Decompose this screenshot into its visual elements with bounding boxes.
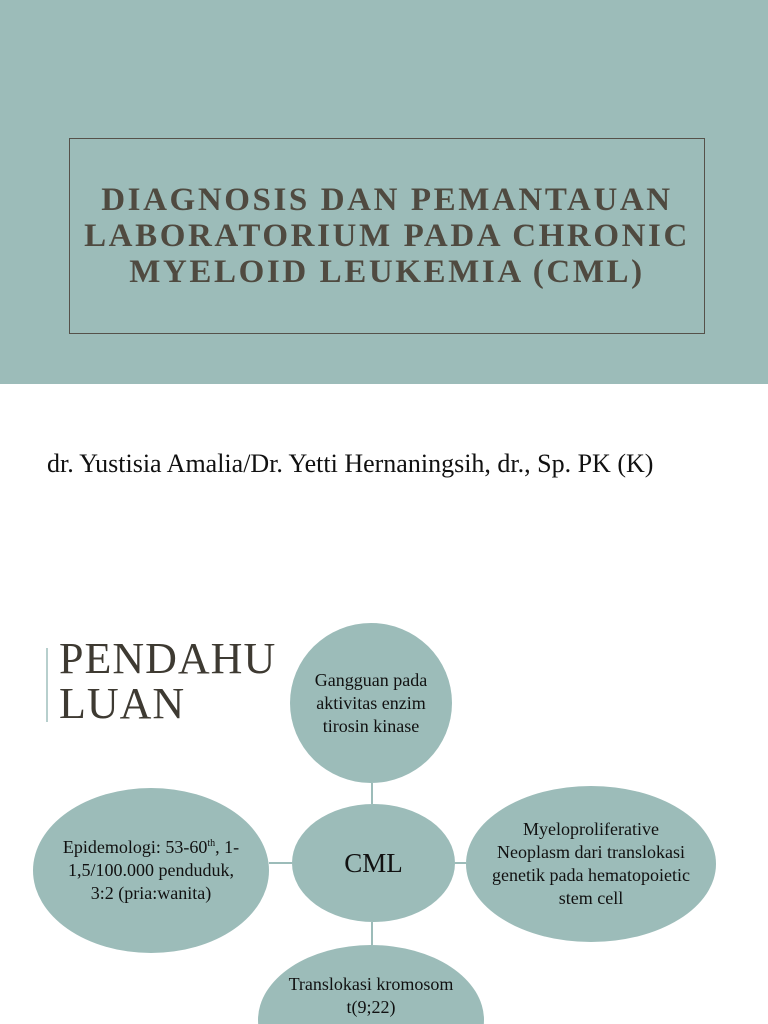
node-mpn bbox=[466, 786, 716, 942]
node-translocation bbox=[258, 945, 484, 1024]
title-box bbox=[69, 138, 705, 334]
node-enzyme bbox=[290, 623, 452, 783]
node-enzyme-text: Gangguan pada aktivitas enzim tirosin kinase bbox=[314, 669, 428, 736]
epidemiology-sup: th bbox=[207, 838, 216, 849]
slide-title: DIAGNOSIS DAN PEMANTAUAN LABORATORIUM PADA CHRONIC MYELOID LEUKEMIA (CML) bbox=[84, 182, 690, 290]
connector-left bbox=[269, 862, 292, 864]
node-epidemiology-text bbox=[57, 836, 245, 905]
node-cml-text: CML bbox=[344, 847, 403, 878]
connector-right bbox=[455, 862, 466, 864]
connector-bottom bbox=[371, 922, 373, 945]
epidemiology-text-b: , 1-1,5/100.000 penduduk, 3:2 (pria:wanita) bbox=[68, 837, 240, 903]
section-accent-bar bbox=[46, 648, 48, 722]
epidemiology-text-a: Epidemologi: 53-60 bbox=[62, 837, 208, 857]
node-translocation-text: Translokasi kromosom t(9;22) bbox=[288, 974, 454, 1017]
author-line: dr. Yustisia Amalia/Dr. Yetti Hernaningsih, dr., Sp. PK (K) bbox=[47, 449, 654, 478]
title-banner bbox=[0, 0, 768, 384]
node-cml bbox=[292, 804, 455, 922]
node-mpn-text: Myeloproliferative Neoplasm dari translokasi genetik pada hematopoietic stem cell bbox=[492, 819, 690, 908]
connector-top bbox=[371, 783, 373, 804]
node-epidemiology bbox=[33, 788, 269, 953]
section-title: PENDAHU LUAN bbox=[59, 634, 277, 728]
